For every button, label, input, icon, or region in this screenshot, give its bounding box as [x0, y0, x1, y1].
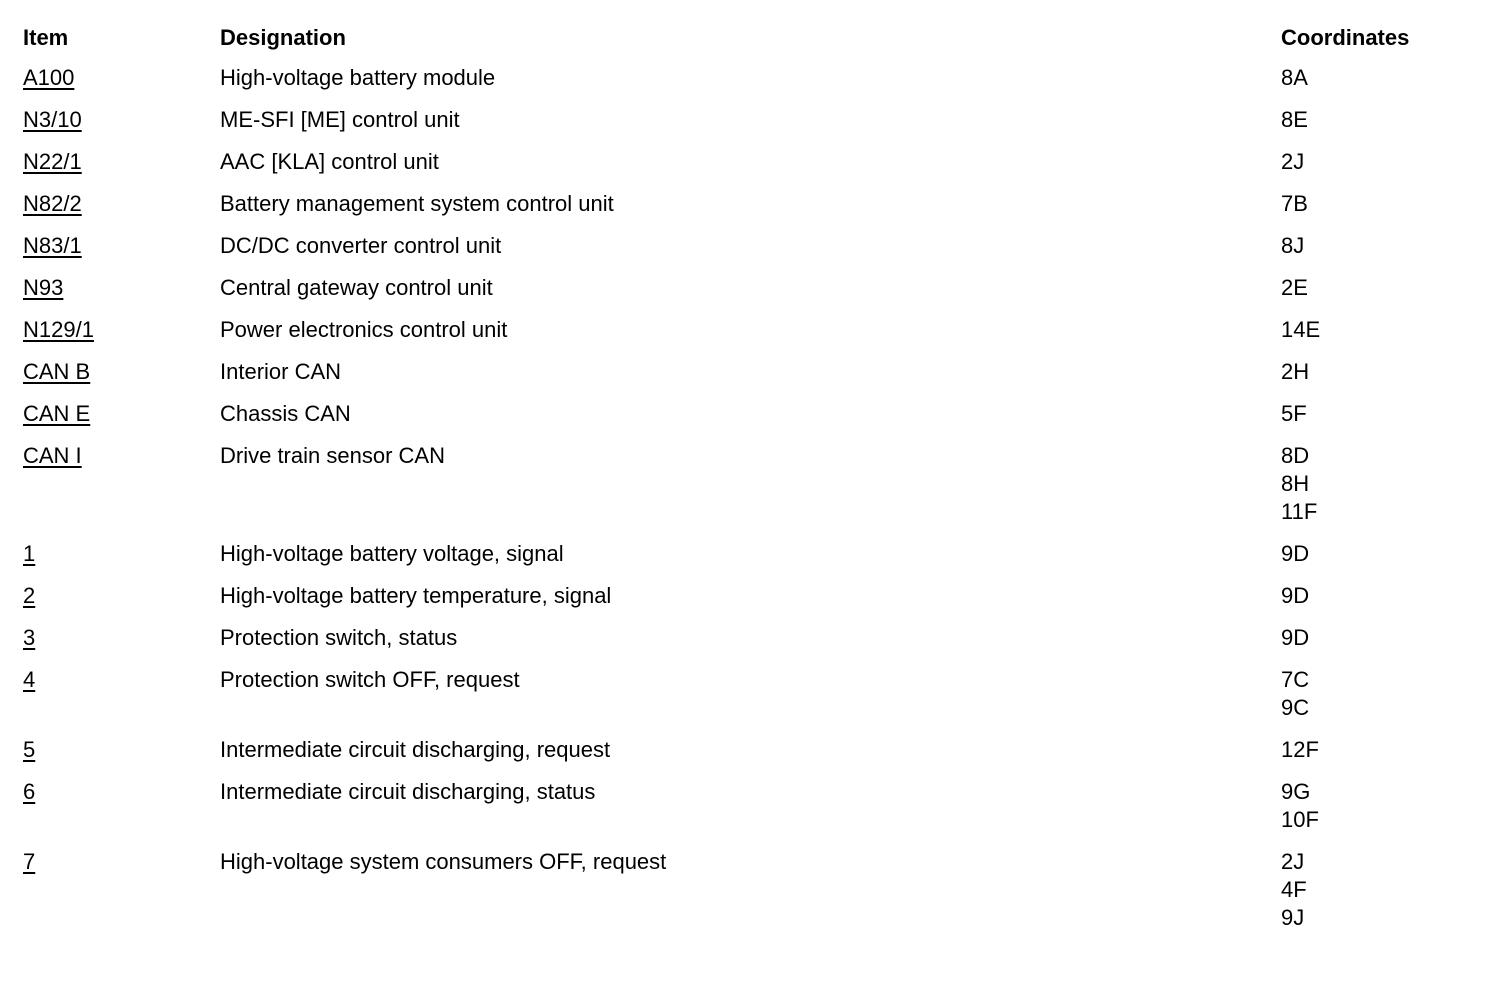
coordinate-value: 8A [1281, 65, 1308, 90]
item-link[interactable]: N22/1 [23, 149, 82, 174]
designation-cell: Chassis CAN [220, 401, 351, 426]
designation-cell: High-voltage battery module [220, 65, 496, 90]
header-designation: Designation [220, 25, 346, 50]
coordinates-cell [1281, 54, 1481, 92]
table-row [23, 176, 1481, 218]
table-row [23, 610, 1481, 652]
coordinate-value: 9C [1281, 695, 1310, 720]
coordinate-value: 9D [1281, 625, 1310, 650]
item-cell [23, 260, 220, 302]
item-cell [23, 302, 220, 344]
coordinates-cell [1281, 176, 1481, 218]
coordinate-value: 9D [1281, 541, 1310, 566]
item-cell [23, 834, 220, 932]
table-row [23, 54, 1481, 92]
designation-cell: DC/DC converter control unit [220, 233, 502, 258]
table-row [23, 652, 1481, 722]
designation-cell: Protection switch OFF, request [220, 667, 520, 692]
coordinates-cell [1281, 92, 1481, 134]
item-link[interactable]: 5 [23, 737, 36, 762]
table-row [23, 302, 1481, 344]
coordinate-value: 7C [1281, 667, 1310, 692]
item-cell [23, 722, 220, 764]
coordinates-cell [1281, 386, 1481, 428]
coordinates-cell [1281, 652, 1481, 722]
table-row [23, 386, 1481, 428]
designation-cell: ME-SFI [ME] control unit [220, 107, 460, 132]
table-row [23, 218, 1481, 260]
designation-cell: Interior CAN [220, 359, 342, 384]
coordinate-value: 8E [1281, 107, 1308, 132]
coordinate-value: 8D [1281, 443, 1310, 468]
item-link[interactable]: N82/2 [23, 191, 82, 216]
coordinates-cell [1281, 568, 1481, 610]
item-link[interactable]: CAN E [23, 401, 91, 426]
designation-cell: Drive train sensor CAN [220, 443, 445, 468]
table-row [23, 428, 1481, 526]
header-item: Item [23, 25, 69, 50]
item-link[interactable]: N3/10 [23, 107, 82, 132]
coordinates-cell [1281, 344, 1481, 386]
coordinate-value: 2J [1281, 849, 1305, 874]
item-cell [23, 568, 220, 610]
item-link[interactable]: N129/1 [23, 317, 94, 342]
item-cell [23, 764, 220, 834]
table-row [23, 568, 1481, 610]
coordinate-value: 5F [1281, 401, 1307, 426]
item-cell [23, 54, 220, 92]
coordinate-value: 14E [1281, 317, 1321, 342]
coordinate-value: 12F [1281, 737, 1319, 762]
coordinate-value: 8H [1281, 471, 1310, 496]
item-cell [23, 218, 220, 260]
item-cell [23, 92, 220, 134]
table-row [23, 722, 1481, 764]
table-row [23, 834, 1481, 932]
table-row [23, 764, 1481, 834]
coordinates-cell [1281, 428, 1481, 526]
coordinates-cell [1281, 722, 1481, 764]
item-link[interactable]: 1 [23, 541, 36, 566]
header-coordinates: Coordinates [1281, 25, 1410, 50]
item-link[interactable]: 6 [23, 779, 36, 804]
item-cell [23, 428, 220, 526]
designation-cell: Power electronics control unit [220, 317, 508, 342]
legend-body [23, 54, 1481, 932]
designation-cell: Intermediate circuit discharging, request [220, 737, 611, 762]
designation-cell: Battery management system control unit [220, 191, 614, 216]
coordinates-cell [1281, 834, 1481, 932]
coordinates-cell [1281, 260, 1481, 302]
designation-cell: AAC [KLA] control unit [220, 149, 439, 174]
item-link[interactable]: A100 [23, 65, 75, 90]
item-cell [23, 610, 220, 652]
coordinate-value: 11F [1281, 499, 1318, 524]
coordinates-cell [1281, 610, 1481, 652]
table-row [23, 260, 1481, 302]
item-cell [23, 344, 220, 386]
coordinate-value: 4F [1281, 877, 1307, 902]
item-cell [23, 526, 220, 568]
coordinates-cell [1281, 134, 1481, 176]
coordinate-value: 2H [1281, 359, 1310, 384]
coordinate-value: 8J [1281, 233, 1305, 258]
legend-table [23, 24, 1481, 932]
coordinate-value: 10F [1281, 807, 1319, 832]
table-row [23, 134, 1481, 176]
item-link[interactable]: CAN B [23, 359, 91, 384]
item-link[interactable]: 2 [23, 583, 36, 608]
item-link[interactable]: 7 [23, 849, 36, 874]
designation-cell: Central gateway control unit [220, 275, 493, 300]
coordinate-value: 9J [1281, 905, 1305, 930]
coordinate-value: 9D [1281, 583, 1310, 608]
designation-cell: High-voltage battery voltage, signal [220, 541, 564, 566]
coordinates-cell [1281, 218, 1481, 260]
coordinate-value: 9G [1281, 779, 1311, 804]
coordinates-cell [1281, 302, 1481, 344]
table-row [23, 526, 1481, 568]
coordinate-value: 2J [1281, 149, 1305, 174]
item-link[interactable]: CAN I [23, 443, 82, 468]
designation-cell: Intermediate circuit discharging, status [220, 779, 596, 804]
designation-cell: High-voltage system consumers OFF, request [220, 849, 667, 874]
item-cell [23, 652, 220, 722]
designation-cell: High-voltage battery temperature, signal [220, 583, 612, 608]
item-link[interactable]: N93 [23, 275, 64, 300]
designation-cell: Protection switch, status [220, 625, 458, 650]
coordinates-cell [1281, 764, 1481, 834]
coordinate-value: 7B [1281, 191, 1308, 216]
table-row [23, 344, 1481, 386]
item-link[interactable]: 4 [23, 667, 36, 692]
coordinate-value: 2E [1281, 275, 1308, 300]
item-link[interactable]: 3 [23, 625, 36, 650]
item-link[interactable]: N83/1 [23, 233, 82, 258]
header-row [23, 24, 1481, 54]
table-row [23, 92, 1481, 134]
coordinates-cell [1281, 526, 1481, 568]
item-cell [23, 134, 220, 176]
item-cell [23, 176, 220, 218]
item-cell [23, 386, 220, 428]
